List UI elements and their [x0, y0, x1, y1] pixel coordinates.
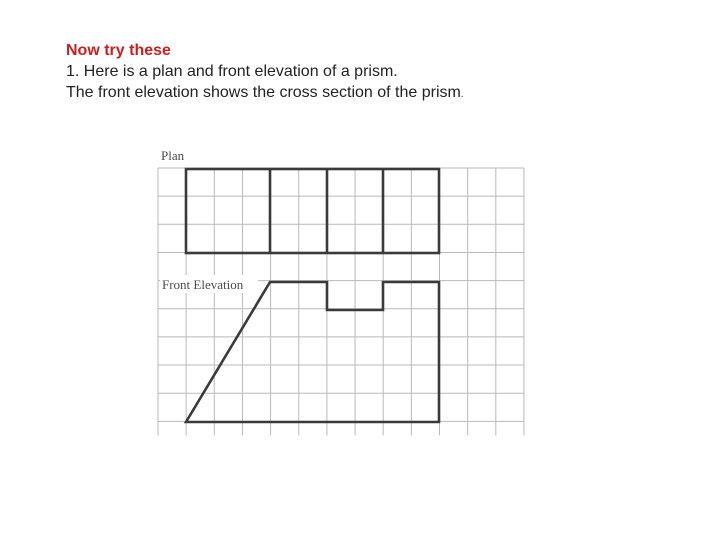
question-line: 1. Here is a plan and front elevation of a prism. [66, 63, 398, 80]
plan-label: Plan [161, 148, 185, 163]
heading: Now try these [66, 42, 171, 59]
front-elevation-label: Front Elevation [162, 277, 244, 292]
grid-background [158, 168, 524, 423]
description-end: . [460, 89, 464, 99]
description-text: The front elevation shows the cross section of the prism [66, 84, 461, 101]
